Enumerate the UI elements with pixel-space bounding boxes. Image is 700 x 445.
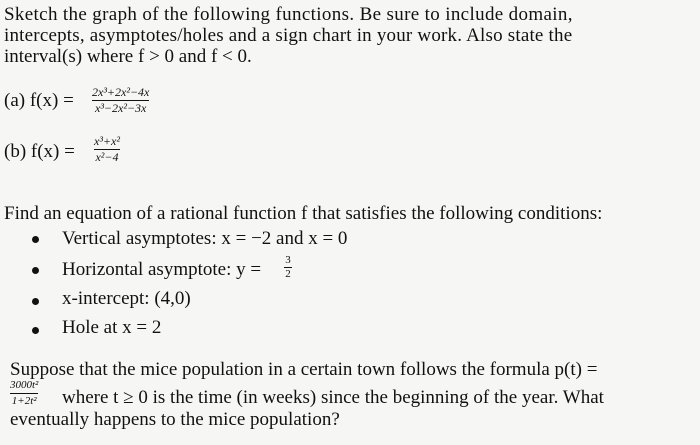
- part-b-denominator: x²−4: [95, 150, 119, 164]
- problem2-intro: Find an equation of a rational function f that satisfies the following conditions:: [4, 203, 603, 224]
- condition-vertical-asymptotes: Vertical asymptotes: x = −2 and x = 0: [62, 228, 348, 249]
- bullet-icon: [32, 236, 39, 243]
- part-a-numerator: 2x³+2x²−4x: [92, 85, 150, 99]
- horizontal-asymptote-fraction: [284, 255, 292, 280]
- condition-x-intercept: x-intercept: (4,0): [62, 288, 191, 309]
- part-b-fraction: [94, 135, 120, 164]
- problem1-line3: interval(s) where f > 0 and f < 0.: [4, 46, 252, 67]
- part-b-numerator: x³+x²: [94, 134, 120, 148]
- problem1-line2: intercepts, asymptotes/holes and a sign chart in your work. Also state the: [4, 25, 573, 46]
- part-a-label: (a) f(x) =: [4, 90, 74, 111]
- problem1-line1: Sketch the graph of the following functions. Be sure to include domain,: [4, 4, 573, 25]
- problem3-line3: eventually happens to the mice population?: [10, 409, 340, 430]
- problem3-line2: where t ≥ 0 is the time (in weeks) since the beginning of the year. What: [62, 387, 604, 408]
- population-numerator: 3000t²: [10, 379, 39, 391]
- bullet-icon: [32, 267, 39, 274]
- condition-horizontal-asymptote: Horizontal asymptote: y =: [62, 259, 262, 280]
- fraction-bar: [10, 393, 38, 394]
- condition-hole: Hole at x = 2: [62, 317, 162, 338]
- ha-denominator: 2: [285, 268, 291, 280]
- population-fraction: [10, 379, 38, 408]
- problem3-line1: Suppose that the mice population in a certain town follows the formula p(t) =: [10, 359, 598, 380]
- bullet-icon: [32, 298, 39, 305]
- part-a-fraction: [92, 86, 149, 115]
- population-denominator: 1+2t²: [11, 395, 37, 407]
- part-b-label: (b) f(x) =: [4, 141, 75, 162]
- part-a-denominator: x³−2x²−3x: [95, 101, 147, 115]
- ha-numerator: 3: [285, 254, 291, 266]
- bullet-icon: [32, 327, 39, 334]
